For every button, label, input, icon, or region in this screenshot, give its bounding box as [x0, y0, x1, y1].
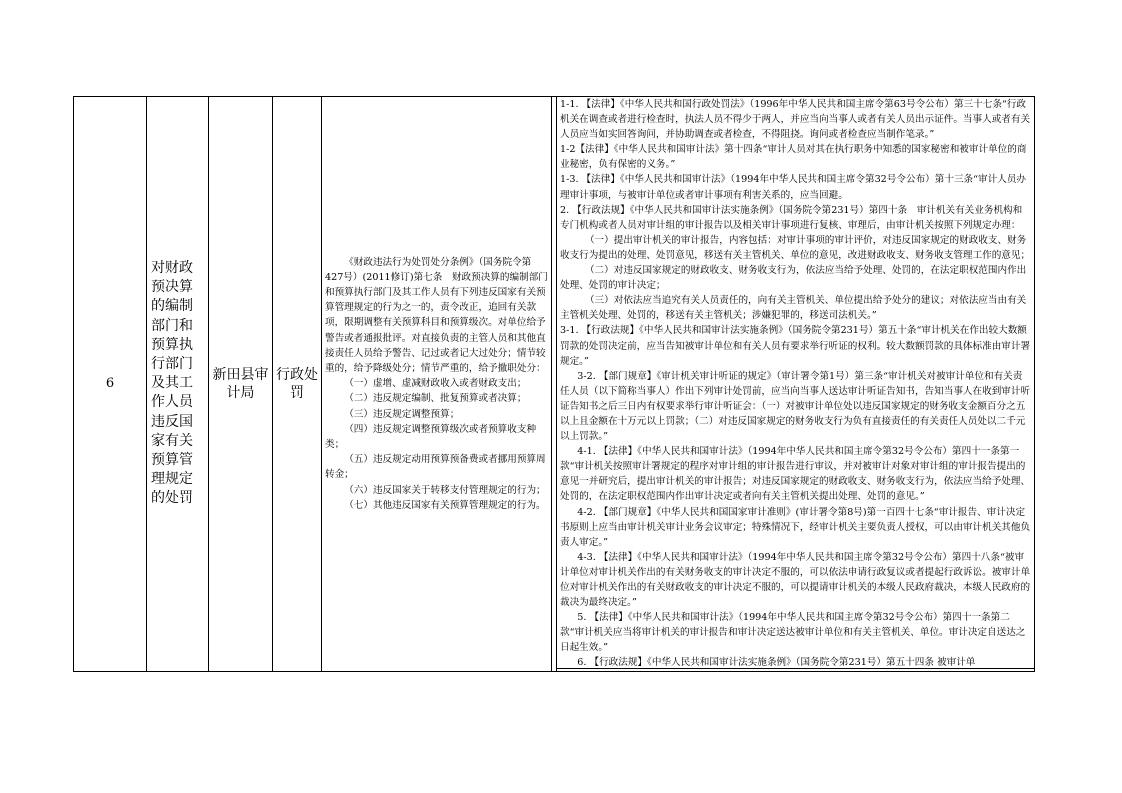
reference-paragraph: 1-1. 【法律】《中华人民共和国行政处罚法》（1996年中华人民共和国主席令第63号令公布）第三十七条“行政机关在调查或者进行检查时，执法人员不得少于两人，并应当向当事人或者有关人员出示证件。当事人或者有关人员应当如实回答询问，并协助调查或者检查，不得阻挠。询问或者检查应当制作笔录。”	[560, 99, 1031, 141]
reference-paragraph: 4-3. 【法律】《中华人民共和国审计法》（1994年中华人民共和国主席令第32号令公布）第四十八条“被审计单位对审计机关作出的有关财务收支的审计决定不服的，可以依法申请行政复议或者提起行政诉讼。被审计单位对审计机关作出的有关财政收支的审计决定不服的，可以提请审计机关的本级人民政府裁决，本级人民政府的裁决为最终决定。”	[560, 551, 1031, 609]
legal-basis-intro: 《财政违法行为处罚处分条例》（国务院令第427号）(2011修订)第七条 财政预决算的编制部门和预算执行部门及其工作人员有下列违反国家有关预算管理规定的行为之一的，责令改正，追回有关款项，限期调整有关预算科目和预算级次。对单位给予警告或者通报批评。对直接负责的主管人员和其他直接责任人员给予警告、记过或者记大过处分；情节较重的，给予降级处分；情节严重的，给予撤职处分：	[325, 256, 548, 374]
reference-paragraph: 4-2. 【部门规章】《中华人民共和国国家审计准则》(审计署令第8号)第一百四十七条“审计报告、审计决定书原则上应当由审计机关审计业务会议审定；特殊情况下，经审计机关主要负责人授权，可以由审计机关其他负责人审定。”	[560, 506, 1031, 548]
legal-basis-item: （六）违反国家关于转移支付管理规定的行为；	[344, 484, 546, 496]
reference-paragraph: （二）对违反国家规定的财政收支、财务收支行为，依法应当给予处理、处罚的，在法定职权范围内作出处理、处罚的审计决定；	[560, 265, 1027, 292]
reference-paragraph: 5. 【法律】《中华人民共和国审计法》（1994年中华人民共和国主席令第32号令公布）第四十一条第二款“审计机关应当将审计机关的审计报告和审计决定送达被审计单位和有关主管机关、单位。审计决定自送达之日起生效。”	[560, 612, 1026, 654]
department-cell	[209, 97, 273, 672]
reference-paragraph: 2. 【行政法规】《中华人民共和国审计法实施条例》（国务院令第231号）第四十条 审计机关有关业务机构和专门机构或者人员对审计组的审计报告以及相关审计事项进行复核、审理后，由审计机关按照下列规定办理：	[560, 204, 1023, 231]
reference-paragraph: 3-1. 【行政法规】《中华人民共和国审计法实施条例》（国务院令第231号）第五十条“审计机关在作出较大数额罚款的处罚决定前，应当告知被审计单位和有关人员有要求举行听证的权利。较大数额罚款的具体标准由审计署规定。”	[560, 325, 1031, 367]
row-number-cell	[74, 97, 147, 672]
row-number: 6	[105, 376, 115, 392]
power-category: 行政处罚	[276, 366, 318, 401]
reference-paragraph: 6. 【行政法规】《中华人民共和国审计法实施条例》（国务院令第231号）第五十四条 被审计单	[560, 655, 1031, 670]
reference-paragraph: 3-2. 【部门规章】《审计机关审计听证的规定》（审计署令第1号）第三条“审计机关对被审计单位和有关责任人员（以下简称当事人）作出下列审计处罚前，应当向当事人送达审计听证告知书，告知当事人在收到审计听证告知书之后三日内有权要求举行审计听证会：（一）对被审计单位处以违反国家规定的财务收支金额百分之五以上且金额在十万元以上罚款；（二）对违反国家规定的财务收支行为负有直接责任的有关责任人员处以二千元以上罚款。”	[560, 370, 1031, 443]
reference-paragraph: （三）对依法应当追究有关人员责任的，向有关主管机关、单位提出给予处分的建议；对依法应当由有关主管机关处理、处罚的，移送有关主管机关；涉嫌犯罪的，移送司法机关。”	[560, 295, 1027, 322]
reference-paragraph: （一）提出审计机关的审计报告，内容包括：对审计事项的审计评价，对违反国家规定的财政收支、财务收支行为提出的处理、处罚意见，移送有关主管机关、单位的意见，改进财政收支、财务收支管理工作的意见；	[560, 234, 1031, 261]
legal-basis-item: （二）违反规定编制、批复预算或者决算；	[344, 393, 527, 405]
table-row	[74, 97, 1035, 672]
legal-basis-cell	[322, 97, 552, 672]
legal-basis-item: （三）违反规定调整预算；	[344, 408, 460, 420]
legal-basis-item: （一）虚增、虚减财政收入或者财政支出；	[344, 378, 527, 390]
item-name-cell	[147, 97, 209, 672]
category-cell	[273, 97, 322, 672]
item-name: 对财政预决算的编制部门和预算执行部门及其工作人员违反国家有关预算管理规定的处罚	[151, 259, 193, 507]
legal-basis-item: （七）其他违反国家有关预算管理规定的行为。	[344, 499, 546, 511]
reference-paragraph: 4-1. 【法律】《中华人民共和国审计法》（1994年中华人民共和国主席令第32号令公布）第四十一条第一款“审计机关按照审计署规定的程序对审计组的审计报告进行审议，并对被审计对象对审计组的审计报告提出的意见一并研究后，提出审计机关的审计报告；对违反国家规定的财政收支、财务收支行为，依法应当给予处理、处罚的，在法定职权范围内作出审计决定或者向有关主管机关提出处理、处罚的意见。”	[560, 446, 1031, 503]
power-list-table	[73, 96, 1035, 672]
legal-basis-item: （四）违反规定调整预算级次或者预算收支种类；	[325, 423, 537, 450]
procedure-reference-cell	[557, 97, 1035, 672]
reference-paragraph: 1-2【法律】《中华人民共和国审计法》第十四条“审计人员对其在执行职务中知悉的国家秘密和被审计单位的商业秘密，负有保密的义务。”	[560, 144, 1027, 171]
reference-paragraph: 1-3. 【法律】《中华人民共和国审计法》（1994年中华人民共和国主席令第32号令公布）第十三条“审计人员办理审计事项，与被审计单位或者审计事项有利害关系的，应当回避。	[560, 174, 1027, 201]
department-name: 新田县审计局	[212, 366, 269, 401]
legal-basis-items	[325, 376, 548, 513]
reference-list	[560, 97, 1031, 671]
legal-basis-item: （五）违反规定动用预算预备费或者挪用预算周转金；	[325, 454, 546, 481]
